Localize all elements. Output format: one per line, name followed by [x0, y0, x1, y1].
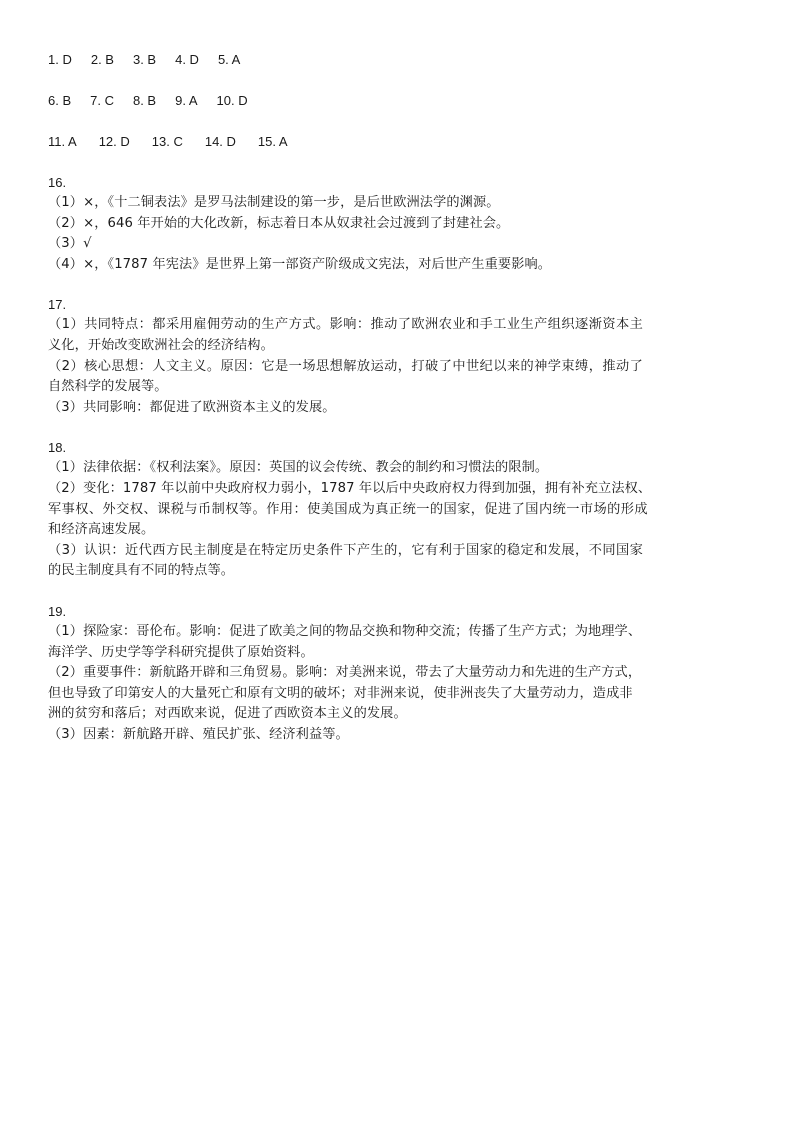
question-number: 19.: [48, 603, 67, 619]
mc-answer: 1. D: [48, 52, 72, 67]
mc-answer: 10. D: [216, 93, 248, 108]
mc-answer: 9. A: [175, 93, 198, 108]
answer-line: （3）认识：近代西方民主制度是在特定历史条件下产生的，它有利于国家的稳定和发展，不同国家: [48, 542, 644, 558]
mc-answer: 13. C: [151, 134, 183, 149]
answer-line: 自然科学的发展等。: [48, 379, 168, 395]
mc-answer: 11. A: [48, 134, 77, 149]
question-number: 17.: [48, 297, 67, 313]
mc-row-1: [48, 50, 758, 70]
answer-line: 军事权、外交权、课税与币制权等。作用：使美国成为真正统一的国家，促进了国内统一市场的形成: [48, 501, 649, 517]
answer-content: [48, 50, 758, 765]
question-18: [48, 438, 758, 582]
answer-line: 义化，开始改变欧洲社会的经济结构。: [48, 337, 274, 353]
answer-line: 洲的贫穷和落后；对西欧来说，促进了西欧资本主义的发展。: [48, 706, 407, 722]
answer-line: （1）×，《十二铜表法》是罗马法制建设的第一步，是后世欧洲法学的渊源。: [48, 195, 500, 210]
answer-line: （3）因素：新航路开辟、殖民扩张、经济利益等。: [48, 726, 349, 742]
answer-line: （3）共同影响：都促进了欧洲资本主义的发展。: [48, 399, 336, 415]
mc-answer: 8. B: [132, 93, 157, 108]
mc-answer: 6. B: [48, 93, 72, 108]
answer-line: （2）重要事件：新航路开辟和三角贸易。影响：对美洲来说，带去了大量劳动力和先进的生产方式，: [48, 665, 642, 681]
question-19: [48, 602, 758, 746]
mc-row-2: [48, 91, 758, 111]
answer-line: 的民主制度具有不同的特点等。: [48, 563, 235, 579]
question-number: 18.: [48, 440, 67, 456]
answer-line: 但也导致了印第安人的大量死亡和原有文明的破坏；对非洲来说，使非洲丧失了大量劳动力，造成非: [48, 685, 633, 701]
mc-answer: 2. B: [90, 52, 114, 67]
answer-line: （2）核心思想：人文主义。原因：它是一场思想解放运动，打破了中世纪以来的神学束缚，推动了: [48, 358, 644, 374]
answer-line: （1）探险家：哥伦布。影响：促进了欧美之间的物品交换和物种交流；传播了生产方式；为地理学、: [48, 623, 642, 639]
mc-answer: 12. D: [98, 134, 130, 149]
mc-answer: 15. A: [257, 134, 288, 149]
mc-answer: 4. D: [175, 52, 199, 67]
mc-row-3: [48, 132, 758, 152]
mc-answer: 7. C: [90, 93, 114, 108]
question-number: 16.: [48, 175, 67, 190]
answer-line: （1）法律依据：《权利法案》。原因：英国的议会传统、教会的制约和习惯法的限制。: [48, 460, 549, 476]
answer-line: （2）×，646 年开始的大化改新，标志着日本从奴隶社会过渡到了封建社会。: [48, 215, 510, 231]
answer-line: （2）变化：1787 年以前中央政府权力弱小，1787 年以后中央政府权力得到加强，拥有补充立法权、: [48, 480, 652, 496]
answer-line: （4）×，《1787 年宪法》是世界上第一部资产阶级成文宪法，对后世产生重要影响。: [48, 256, 552, 272]
mc-answer: 5. A: [217, 52, 241, 67]
mc-answer: 3. B: [132, 52, 157, 67]
mc-answer: 14. D: [204, 134, 236, 149]
question-16: [48, 173, 758, 275]
question-17: [48, 295, 758, 418]
answer-line: （3）√: [48, 236, 92, 252]
answer-line: （1）共同特点：都采用雇佣劳动的生产方式。影响：推动了欧洲农业和手工业生产组织逐渐资本主: [48, 317, 644, 333]
answer-line: 海洋学、历史学等学科研究提供了原始资料。: [48, 644, 314, 660]
answer-line: 和经济高速发展。: [48, 522, 155, 538]
